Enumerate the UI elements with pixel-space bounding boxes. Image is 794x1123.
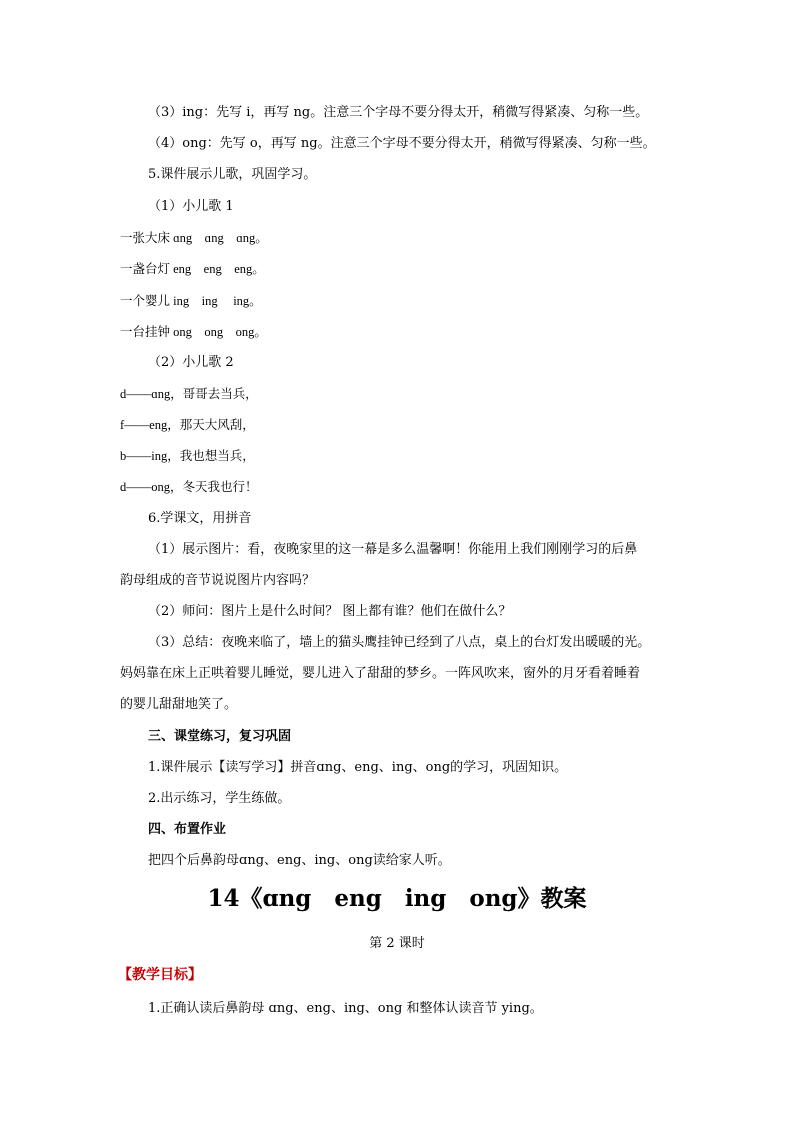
text-line: （1）小儿歌 1	[148, 199, 234, 214]
section-label: 【教学目标】	[118, 967, 202, 983]
section-heading: 四、布置作业	[148, 822, 227, 837]
text-line: 妈妈靠在床上正哄着婴儿睡觉，婴儿进入了甜甜的梦乡。一阵风吹来，窗外的月牙看着睡着	[120, 666, 641, 681]
text-line: 的婴儿甜甜地笑了。	[120, 697, 238, 712]
text-line: （2）小儿歌 2	[148, 355, 234, 370]
text-line: 6.学课文，用拼音	[148, 511, 252, 526]
rhyme-line: 一台挂钟 ong ong ong。	[120, 325, 267, 339]
rhyme-line: f——eng，那天大风刮，	[120, 418, 255, 432]
text-line: （3）ing：先写 i，再写 ng。注意三个字母不要分得太开，稍微写得紧凑、匀称一些。	[148, 105, 649, 120]
rhyme-line: d——ɑng，哥哥去当兵，	[120, 387, 258, 401]
text-line: （2）师问：图片上是什么时间？ 图上都有谁？他们在做什么？	[148, 604, 512, 619]
text-line: 把四个后鼻韵母ɑng、eng、ing、ong读给家人听。	[148, 853, 451, 868]
section-heading: 三、课堂练习，复习巩固	[148, 729, 292, 744]
text-line: 2.出示练习，学生练做。	[148, 791, 291, 806]
rhyme-line: b——ing，我也想当兵，	[120, 449, 255, 463]
text-line: 1.课件展示【读写学习】拼音ɑng、eng、ing、ong的学习，巩固知识。	[148, 760, 568, 775]
text-line: 5.课件展示儿歌，巩固学习。	[148, 167, 317, 182]
text-line: （1）展示图片：看，夜晚家里的这一幕是多么温馨啊！你能用上我们刚刚学习的后鼻	[148, 542, 638, 557]
rhyme-line: 一盏台灯 eng eng eng。	[120, 262, 265, 276]
lesson-title: 14《ɑng eng ing ong》教案	[207, 885, 587, 912]
rhyme-line: 一张大床 ɑng ɑng ɑng。	[120, 231, 268, 245]
text-line: 韵母组成的音节说说图片内容吗？	[120, 573, 316, 588]
text-line: （4）ong：先写 o，再写 ng。注意三个字母不要分得太开，稍微写得紧凑、匀称一些。	[148, 136, 656, 151]
lesson-subtitle: 第 2 课时	[369, 936, 425, 951]
rhyme-line: d——ong，冬天我也行！	[120, 480, 258, 494]
text-line: （3）总结：夜晚来临了，墙上的猫头鹰挂钟已经到了八点，桌上的台灯发出暖暖的光。	[148, 635, 651, 650]
text-line: 1.正确认读后鼻韵母 ɑng、eng、ing、ong 和整体认读音节 ying。	[148, 1001, 543, 1016]
rhyme-line: 一个婴儿 ing ing ing。	[120, 294, 262, 308]
